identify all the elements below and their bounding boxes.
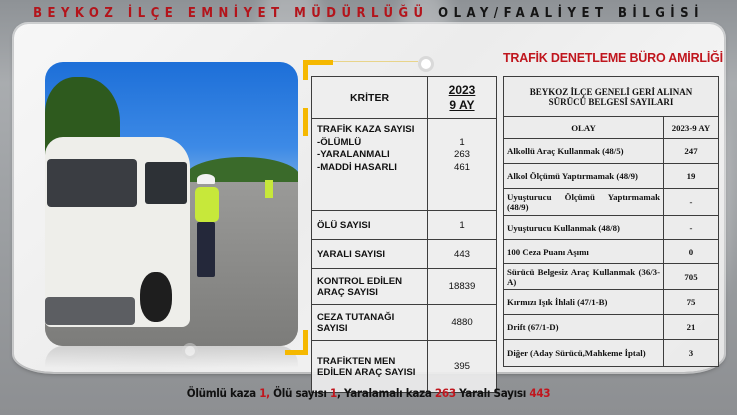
- value-line: 461: [453, 161, 470, 173]
- header-period: [428, 77, 497, 119]
- criteria-table: [311, 76, 497, 393]
- footer-text: Ölümlü kaza: [186, 386, 260, 400]
- row-value: 3: [664, 340, 719, 367]
- row-event: Alkollü Araç Kullanmak (48/5): [504, 139, 664, 164]
- row-value: 0: [664, 240, 719, 264]
- row-event: 100 Ceza Puanı Aşımı: [504, 240, 664, 264]
- row-label: YARALI SAYISI: [312, 240, 428, 269]
- table-row: [504, 164, 719, 189]
- row-event: Uyuşturucu Kullanmak (48/8): [504, 216, 664, 240]
- row-label: [312, 119, 428, 211]
- table-row: [504, 139, 719, 164]
- section-title: TRAFİK DENETLEME BÜRO AMİRLİĞİ: [503, 51, 723, 65]
- gold-line: [333, 61, 418, 62]
- photo-van-bumper: [45, 297, 135, 325]
- title-department: BEYKOZ İLÇE EMNİYET MÜDÜRLÜĞÜ: [33, 6, 429, 21]
- header-period-year: 2023: [448, 82, 476, 97]
- label-line: TRAFİK KAZA SAYISI: [317, 124, 415, 135]
- license-revocation-table: [503, 76, 719, 367]
- row-value: 1: [428, 211, 497, 240]
- table-title-row: [504, 77, 719, 117]
- row-value: 4880: [428, 305, 497, 341]
- table-row: [504, 340, 719, 367]
- row-value: 75: [664, 290, 719, 315]
- header-criterion: KRİTER: [312, 77, 428, 119]
- footer-value-injured: 443: [529, 386, 551, 400]
- photo-reflection: [45, 346, 298, 368]
- table-row: [312, 211, 497, 240]
- row-value: 247: [664, 139, 719, 164]
- row-value: 19: [664, 164, 719, 189]
- row-value: 21: [664, 315, 719, 340]
- row-value: [428, 119, 497, 211]
- footer-text: Yaralı Sayısı: [455, 386, 530, 400]
- footer-value-deaths: 1: [330, 386, 338, 400]
- table-title: BEYKOZ İLÇE GENELİ GERİ ALINAN SÜRÜCÜ BELGESİ SAYILARI: [504, 77, 719, 117]
- value-line: 1: [459, 136, 465, 148]
- row-event: Diğer (Aday Sürücü,Mahkeme İptal): [504, 340, 664, 367]
- footer-value-injury-accidents: 263: [434, 386, 456, 400]
- table-header-row: [312, 77, 497, 119]
- header-event: OLAY: [504, 117, 664, 139]
- row-label: ÖLÜ SAYISI: [312, 211, 428, 240]
- table-row: [504, 240, 719, 264]
- footer-value-fatal-accidents: 1,: [259, 386, 270, 400]
- label-line: -YARALANMALI: [317, 149, 390, 160]
- row-value: 395: [428, 341, 497, 393]
- header-period-months: 9 AY: [449, 97, 475, 112]
- table-row: [504, 216, 719, 240]
- header-period: 2023-9 AY: [664, 117, 719, 139]
- table-row: [504, 315, 719, 340]
- row-value: 705: [664, 264, 719, 290]
- row-event: Kırmızı Işık İhlali (47/1-B): [504, 290, 664, 315]
- value-line: 263: [453, 149, 470, 160]
- row-value: 443: [428, 240, 497, 269]
- value-line: [433, 124, 491, 137]
- photo-van: [45, 137, 190, 327]
- label-line: -ÖLÜMLÜ: [317, 136, 362, 148]
- row-event: Drift (67/1-D): [504, 315, 664, 340]
- ring-ornament-icon: [182, 343, 198, 359]
- row-label: TRAFİKTEN MEN EDİLEN ARAÇ SAYISI: [312, 341, 428, 393]
- table-row: [312, 240, 497, 269]
- label-line: -MADDİ HASARLI: [317, 161, 397, 173]
- footer-text: , Yaralamalı kaza: [337, 386, 435, 400]
- table-row: [312, 269, 497, 305]
- table-row: [504, 290, 719, 315]
- table-row: [312, 119, 497, 211]
- photo-officer-background: [265, 180, 273, 198]
- yellow-bracket-bottom-h: [285, 350, 308, 355]
- footer-text: Ölü sayısı: [269, 386, 331, 400]
- photo-van-side-window: [145, 162, 187, 204]
- row-value: -: [664, 216, 719, 240]
- row-event: Alkol Ölçümü Yaptırmamak (48/9): [504, 164, 664, 189]
- row-label: KONTROL EDİLEN ARAÇ SAYISI: [312, 269, 428, 305]
- photo-van-windshield: [47, 159, 137, 207]
- table-row: [312, 341, 497, 393]
- page-title: [0, 6, 737, 21]
- table-row: [504, 189, 719, 216]
- row-value: 18839: [428, 269, 497, 305]
- yellow-bracket-left-mid: [303, 108, 308, 136]
- row-event: Sürücü Belgesiz Araç Kullanmak (36/3-A): [504, 264, 664, 290]
- photo-officer-legs: [197, 222, 215, 277]
- row-label: CEZA TUTANAĞI SAYISI: [312, 305, 428, 341]
- title-subject: OLAY/FAALİYET BİLGİSİ: [438, 6, 704, 21]
- table-row: [312, 305, 497, 341]
- photo-officer-cap: [197, 174, 215, 184]
- photo-officer-vest: [195, 187, 219, 222]
- row-event: Uyuşturucu Ölçümü Yaptırmamak (48/9): [504, 189, 664, 216]
- table-header-row: [504, 117, 719, 139]
- ring-ornament-icon: [418, 56, 434, 72]
- photo-van-wheel: [140, 272, 172, 322]
- traffic-check-photo: [45, 62, 298, 346]
- row-value: -: [664, 189, 719, 216]
- summary-footer: [0, 386, 737, 400]
- table-row: [504, 264, 719, 290]
- yellow-bracket-top-v: [303, 60, 308, 80]
